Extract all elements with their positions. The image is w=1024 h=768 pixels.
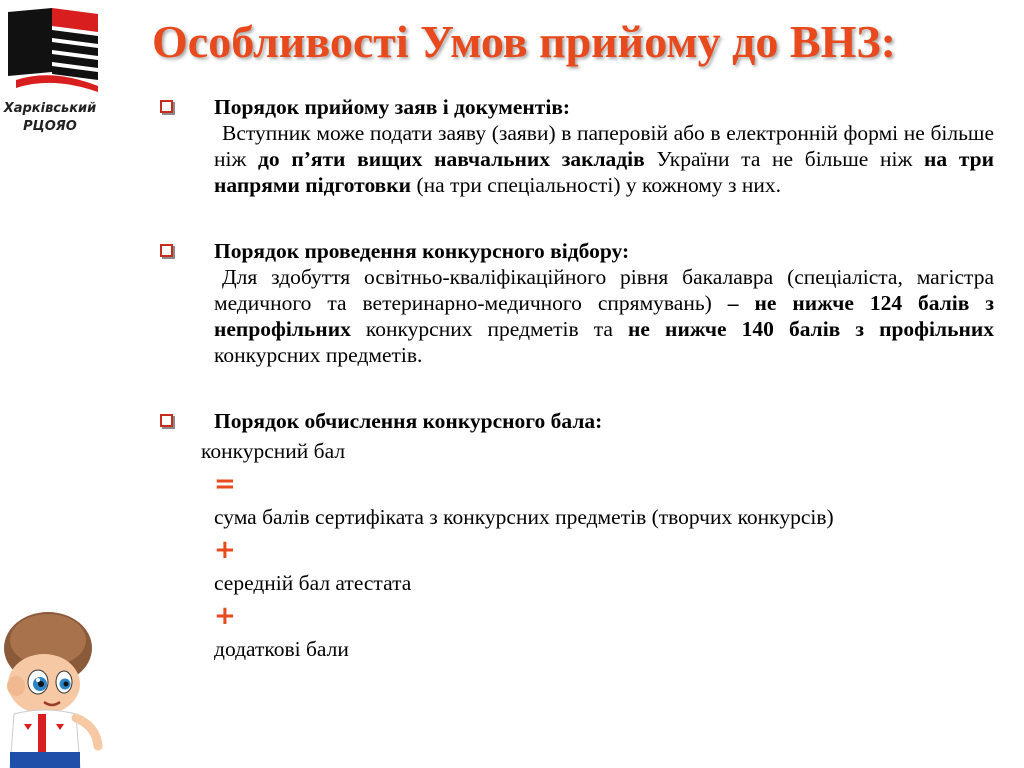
logo-text-line1: Харківський: [3, 101, 97, 116]
section-paragraph: [160, 120, 994, 198]
text-run: конкурсних предметів.: [214, 343, 423, 367]
section-score-calculation: [160, 408, 994, 662]
text-run-bold: до п’яти вищих навчальних закладів: [258, 147, 645, 171]
text-run: конкурсних предметів та: [350, 317, 629, 341]
text-run-bold: – не нижче 124 балів з непрофільних: [214, 291, 994, 341]
section-applications: [160, 94, 994, 198]
text-run: України та не більше ніж: [644, 147, 925, 171]
logo: [0, 0, 115, 145]
text-run: (на три спеціальності) у кожному з них.: [411, 173, 782, 197]
text-run-bold: на три напрями підготовки: [214, 147, 994, 197]
slide-content: [160, 94, 994, 662]
section-heading: Порядок проведення конкурсного відбору:: [160, 238, 994, 264]
section-heading: Порядок обчислення конкурсного бала:: [160, 408, 994, 434]
section-selection: [160, 238, 994, 368]
formula-term: додаткові бали: [214, 637, 349, 661]
text-run: Для здобуття освітньо-кваліфікаційного рівня бакалавра (спеціаліста, магістра медичного та ветеринарно-медичного спрямувань): [214, 265, 994, 315]
logo-text-line2: РЦОЯО: [23, 119, 77, 134]
section-paragraph: [160, 264, 994, 368]
checkbox-bullet-icon: [160, 100, 173, 113]
page-title: Особливості Умов прийому до ВНЗ:: [152, 16, 896, 67]
checkbox-bullet-icon: [160, 414, 173, 427]
text-run-bold: не нижче 140 балів з профільних: [628, 317, 994, 341]
section-heading: Порядок прийому заяв і документів:: [160, 94, 994, 120]
plus-sign: +: [214, 601, 236, 631]
cossack-boy-mascot-icon: [0, 606, 110, 768]
formula-term: середній бал атестата: [214, 571, 412, 595]
formula-lhs: конкурсний бал: [201, 439, 346, 463]
book-logo-icon: [2, 2, 106, 98]
formula-term: сума балів сертифіката з конкурсних предметів (творчих конкурсів): [214, 505, 834, 529]
checkbox-bullet-icon: [160, 244, 173, 257]
plus-sign: +: [214, 535, 236, 565]
equals-sign: =: [214, 469, 236, 499]
text-run: Вступник може подати заяву (заяви) в паперовій або в електронній формі не більше ніж: [214, 121, 994, 171]
